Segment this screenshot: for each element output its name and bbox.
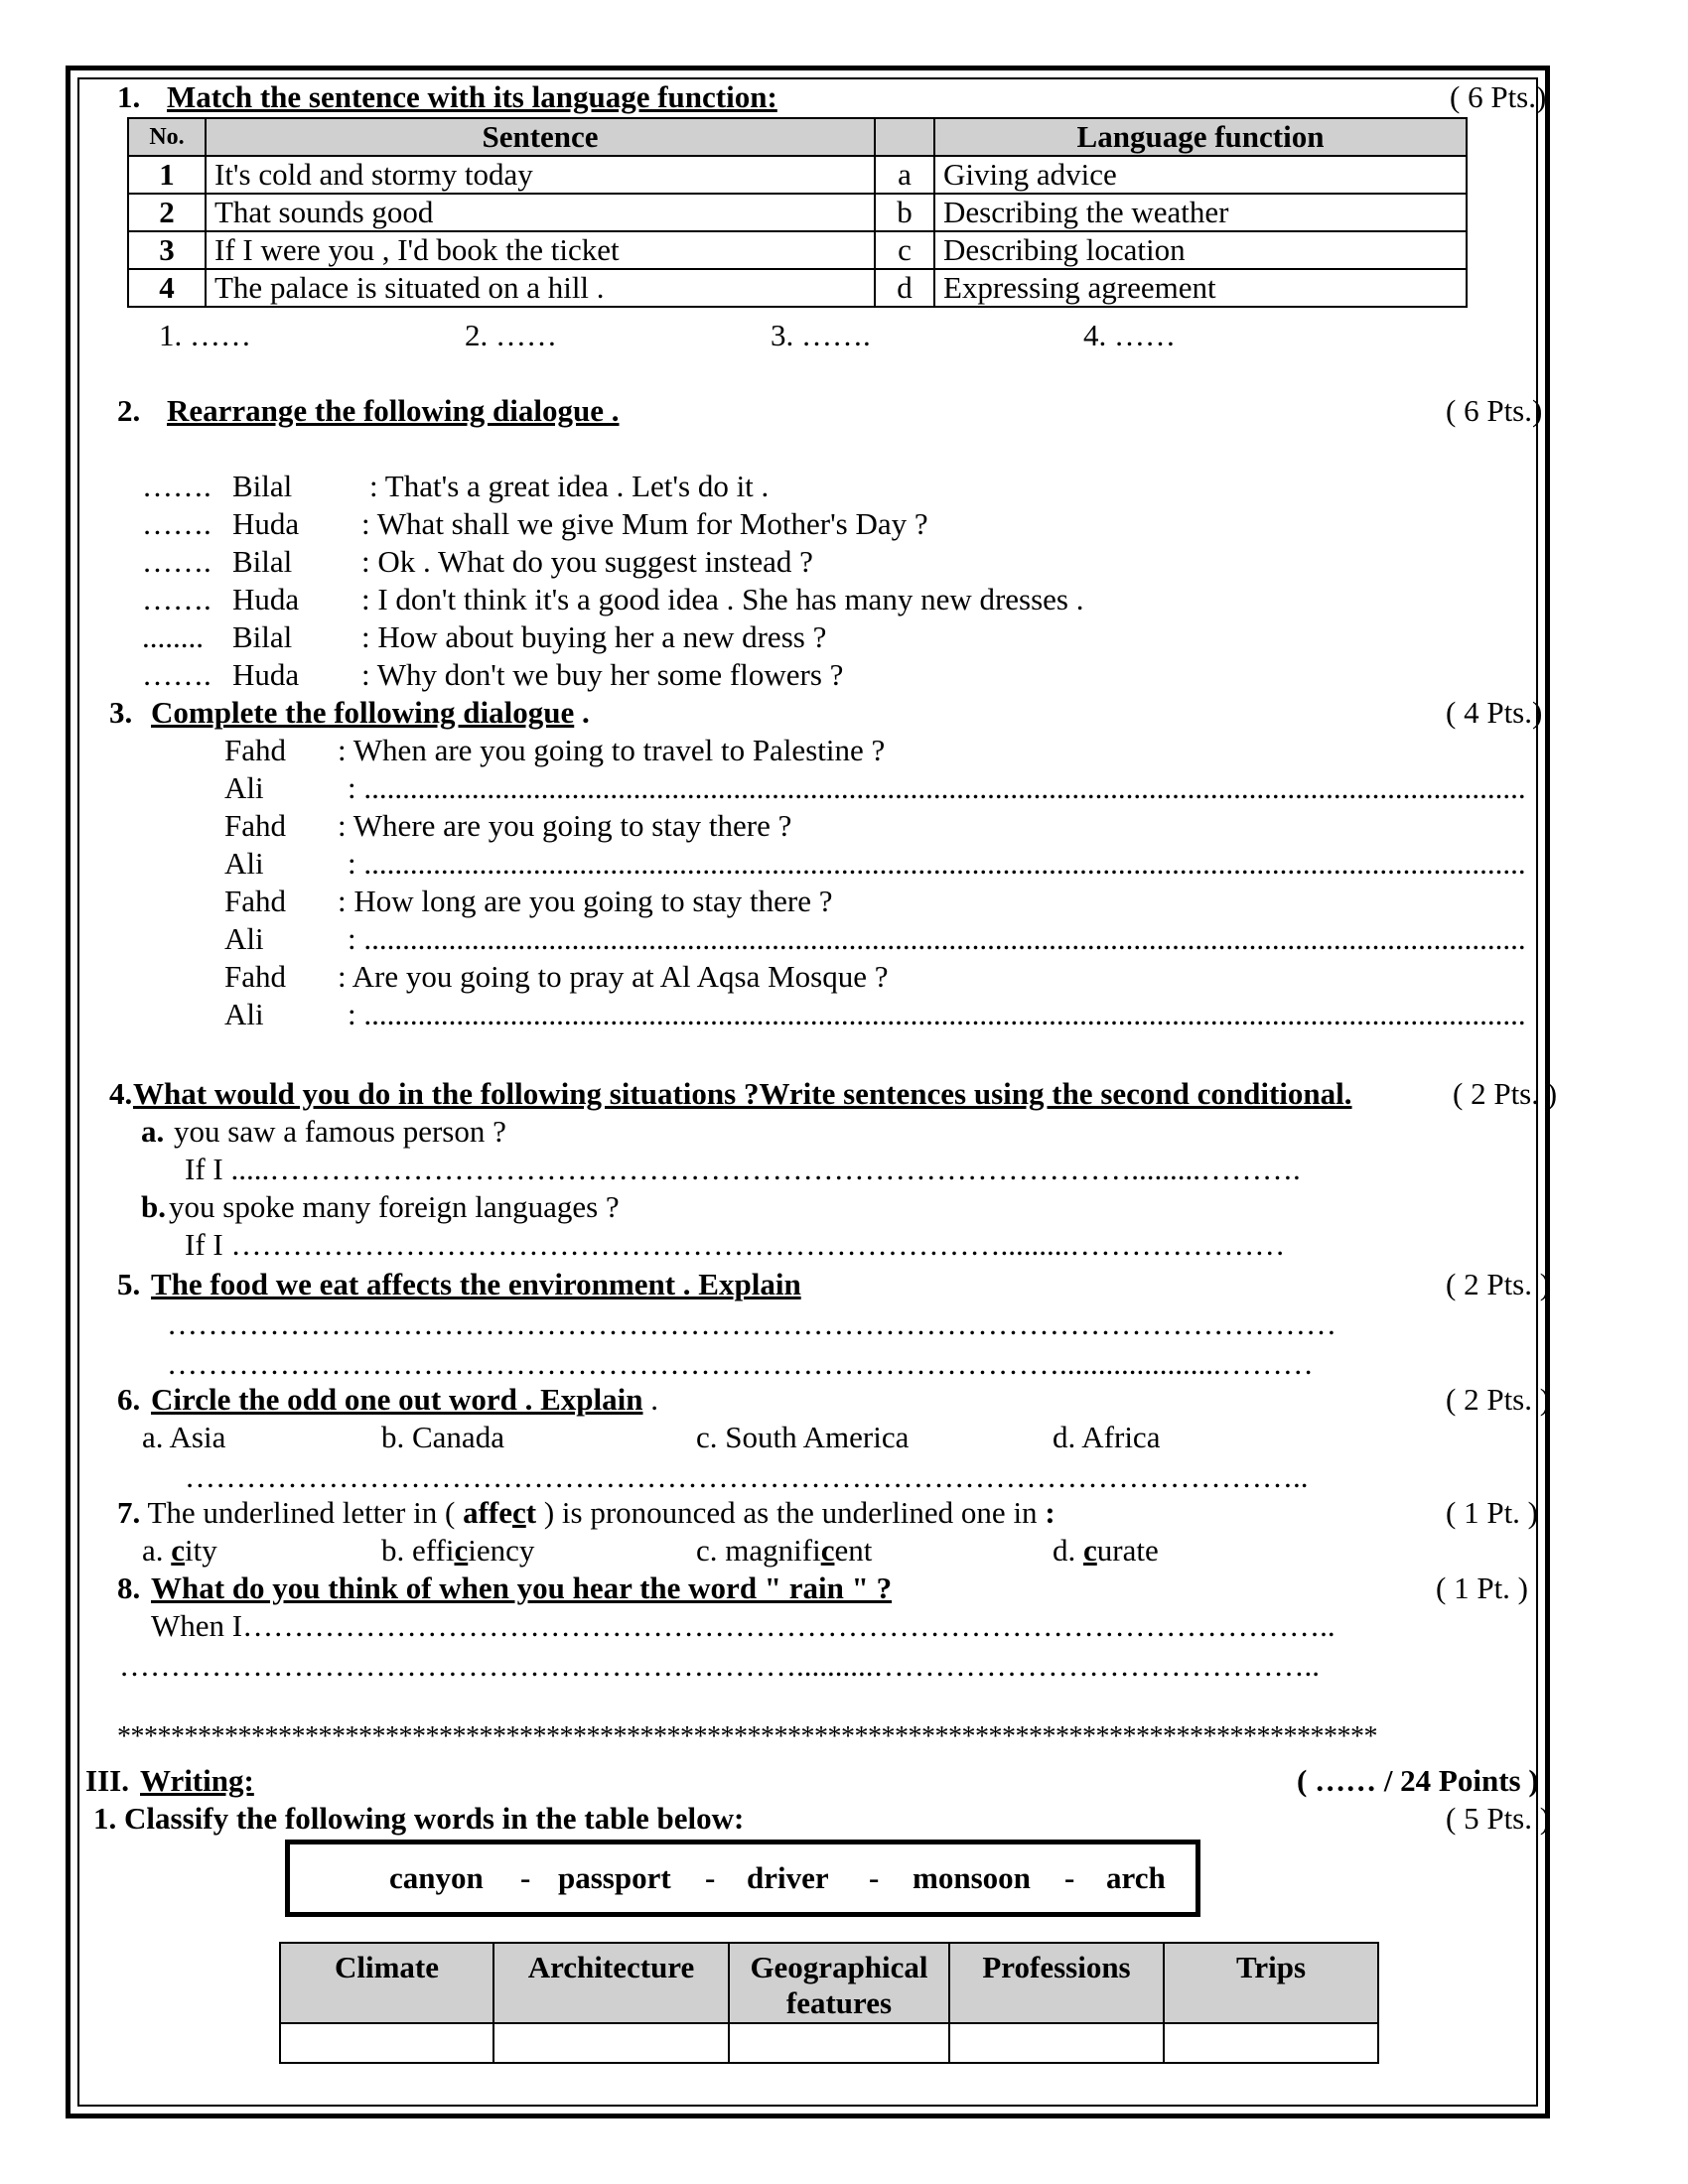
q7-option-b[interactable]: b. efficiency (381, 1533, 535, 1568)
q1-number: 1. (117, 79, 141, 114)
row-function: Describing the weather (934, 194, 1467, 231)
header-professions: Professions (949, 1943, 1164, 2023)
q5-answer-line-1[interactable]: …………………………………………………………………………………………………… (167, 1306, 1336, 1341)
word-bank-item: driver (747, 1860, 829, 1895)
answer-line[interactable]: : ....................................................................................................................................................... (348, 921, 1526, 956)
row-no: 2 (128, 194, 206, 231)
q4-b-answer[interactable]: If I ………………………………………………………………….........………………… (185, 1227, 1286, 1262)
q7-option-a[interactable]: a. city (142, 1533, 217, 1568)
dialogue-line: : What shall we give Mum for Mother's Day ? (361, 506, 928, 541)
classify-table (279, 1942, 1379, 2064)
q1-points: ( 6 Pts.) (1450, 79, 1547, 114)
q6-number: 6. (117, 1382, 141, 1417)
q2-number: 2. (117, 393, 141, 428)
q7-colon: : (1045, 1495, 1055, 1530)
row-sentence: That sounds good (206, 194, 875, 231)
q7-number: 7. (117, 1495, 141, 1530)
word-bank-sep: - (520, 1860, 531, 1895)
order-blank[interactable]: ........ (142, 619, 204, 654)
word-bank-item: arch (1106, 1860, 1166, 1895)
q1-title: Match the sentence with its language function: (167, 79, 777, 114)
answer-line[interactable]: : ....................................................................................................................................................... (348, 846, 1526, 881)
row-sentence: If I were you , I'd book the ticket (206, 231, 875, 269)
dialogue-line: : Where are you going to stay there ? (338, 808, 792, 843)
table-row (128, 231, 1467, 269)
section-points: ( …… / 24 Points ) (1297, 1763, 1539, 1798)
classify-header (280, 1943, 1378, 2023)
q8-answer-line-2[interactable]: …………………………………………………………..........…………………………………….. (119, 1648, 1320, 1683)
q6-option-c[interactable]: c. South America (696, 1420, 910, 1454)
speaker: Ali (224, 846, 264, 881)
speaker: Fahd (224, 733, 286, 767)
q3-title-after: . (574, 695, 590, 730)
q4-title: What would you do in the following situations ?Write sentences using the second conditional. (133, 1076, 1352, 1111)
order-blank[interactable]: ……. (142, 506, 211, 541)
answer-blank-1[interactable]: 1. …… (159, 318, 251, 352)
word-bank-item: canyon (389, 1860, 484, 1895)
order-blank[interactable]: ……. (142, 582, 211, 616)
dialogue-line: : How about buying her a new dress ? (361, 619, 827, 654)
answer-blank-3[interactable]: 3. ……. (771, 318, 871, 352)
word-bank-item: monsoon (913, 1860, 1031, 1895)
q7-word-underlined-letter: c (511, 1495, 526, 1530)
answer-blank-4[interactable]: 4. …… (1083, 318, 1176, 352)
q7-word-post: t (525, 1495, 537, 1530)
q5-answer-line-2[interactable]: …………………………………………………………………………….....................……… (167, 1346, 1314, 1381)
dialogue-line: : When are you going to travel to Palestine ? (338, 733, 886, 767)
speaker: Huda (232, 657, 300, 692)
match-table (127, 117, 1468, 308)
answer-cell-professions[interactable] (949, 2023, 1164, 2063)
q3-number: 3. (109, 695, 133, 730)
row-sentence: It's cold and stormy today (206, 156, 875, 194)
q8-title: What do you think of when you hear the word " rain " ? (151, 1570, 893, 1605)
dialogue-line: : How long are you going to stay there ? (338, 884, 833, 918)
row-function: Describing location (934, 231, 1467, 269)
answer-cell-climate[interactable] (280, 2023, 493, 2063)
answer-cell-architecture[interactable] (493, 2023, 729, 2063)
speaker: Huda (232, 582, 300, 616)
dialogue-line: : I don't think it's a good idea . She has many new dresses . (361, 582, 1084, 616)
q6-title-wrap (151, 1382, 658, 1418)
section-numeral: III. (85, 1763, 129, 1798)
q4-number: 4. (109, 1076, 133, 1111)
order-blank[interactable]: ……. (142, 469, 211, 503)
speaker: Bilal (232, 469, 293, 503)
row-no: 4 (128, 269, 206, 307)
q3-title: Complete the following dialogue (151, 695, 575, 730)
word-bank-sep: - (705, 1860, 716, 1895)
header-geographical-features: Geographical features (729, 1943, 949, 2023)
q4-points: ( 2 Pts. ) (1453, 1076, 1558, 1111)
header-climate: Climate (280, 1943, 493, 2023)
dialogue-line: : Ok . What do you suggest instead ? (361, 544, 813, 579)
q6-points: ( 2 Pts. ) (1446, 1382, 1551, 1417)
header-letter (875, 118, 934, 156)
q5-number: 5. (117, 1267, 141, 1301)
q6-option-d[interactable]: d. Africa (1053, 1420, 1161, 1454)
q6-option-a[interactable]: a. Asia (142, 1420, 226, 1454)
q4-a-label: a. (141, 1114, 165, 1149)
q3-title-wrap (151, 695, 590, 731)
speaker: Huda (232, 506, 300, 541)
row-sentence: The palace is situated on a hill . (206, 269, 875, 307)
q4-a-text: you saw a famous person ? (174, 1114, 506, 1149)
q8-number: 8. (117, 1570, 141, 1605)
word-bank-sep: - (1064, 1860, 1075, 1895)
speaker: Bilal (232, 544, 293, 579)
order-blank[interactable]: ……. (142, 544, 211, 579)
row-letter: a (875, 156, 934, 194)
row-function: Giving advice (934, 156, 1467, 194)
table-row (128, 269, 1467, 307)
speaker: Ali (224, 770, 264, 805)
q5-title: The food we eat affects the environment . Explain (151, 1267, 801, 1301)
classify-answer-row (280, 2023, 1378, 2063)
q7-word-pre: affe (463, 1495, 512, 1530)
word-bank (285, 1840, 1200, 1917)
header-sentence: Sentence (206, 118, 875, 156)
header-trips: Trips (1164, 1943, 1378, 2023)
q7-text-after: ) is pronounced as the underlined one in (536, 1495, 1046, 1530)
q2-points: ( 6 Pts.) (1446, 393, 1543, 428)
w1-title: 1. Classify the following words in the table below: (93, 1801, 745, 1836)
answer-cell-trips[interactable] (1164, 2023, 1378, 2063)
q7-question (117, 1495, 1055, 1531)
speaker: Ali (224, 921, 264, 956)
q4-b-label: b. (141, 1189, 166, 1224)
row-no: 3 (128, 231, 206, 269)
row-no: 1 (128, 156, 206, 194)
q6-option-b[interactable]: b. Canada (381, 1420, 504, 1454)
q7-text-before: The underlined letter in ( (140, 1495, 464, 1530)
q6-title: Circle the odd one out word . Explain (151, 1382, 643, 1417)
q6-title-after: . (642, 1382, 658, 1417)
separator-stars: ********************************************************************************************** (117, 1721, 1377, 1752)
table-row (128, 194, 1467, 231)
header-architecture: Architecture (493, 1943, 729, 2023)
speaker: Fahd (224, 959, 286, 994)
q7-option-c[interactable]: c. magnificent (696, 1533, 873, 1568)
answer-cell-geographical-features[interactable] (729, 2023, 949, 2063)
word-bank-item: passport (558, 1860, 671, 1895)
match-table-header (128, 118, 1467, 156)
order-blank[interactable]: ……. (142, 657, 211, 692)
q2-title: Rearrange the following dialogue . (167, 393, 620, 428)
q8-points: ( 1 Pt. ) (1436, 1570, 1528, 1605)
q6-answer-line[interactable]: ……………………………………………………………………………………………….. (185, 1459, 1309, 1494)
header-no: No. (128, 118, 206, 156)
section-title: Writing: (140, 1763, 254, 1798)
q5-points: ( 2 Pts. ) (1446, 1267, 1551, 1301)
table-row (128, 156, 1467, 194)
dialogue-line: : That's a great idea . Let's do it . (369, 469, 770, 503)
w1-points: ( 5 Pts. ) (1446, 1801, 1551, 1836)
row-letter: d (875, 269, 934, 307)
q7-option-d[interactable]: d. curate (1053, 1533, 1159, 1568)
answer-line[interactable]: : ....................................................................................................................................................... (348, 997, 1526, 1031)
row-function: Expressing agreement (934, 269, 1467, 307)
answer-line[interactable]: : ....................................................................................................................................................... (348, 770, 1526, 805)
speaker: Ali (224, 997, 264, 1031)
speaker: Fahd (224, 808, 286, 843)
speaker: Fahd (224, 884, 286, 918)
q7-points: ( 1 Pt. ) (1446, 1495, 1538, 1530)
speaker: Bilal (232, 619, 293, 654)
q3-points: ( 4 Pts.) (1446, 695, 1543, 730)
dialogue-line: : Are you going to pray at Al Aqsa Mosque ? (338, 959, 889, 994)
dialogue-line: : Why don't we buy her some flowers ? (361, 657, 844, 692)
q4-a-answer[interactable]: If I .....………………………………………………………………………….........………. (185, 1152, 1301, 1186)
q8-answer-line-1[interactable]: When I…………………………………………………………………………………………….. (151, 1608, 1336, 1643)
word-bank-sep: - (869, 1860, 880, 1895)
row-letter: b (875, 194, 934, 231)
q4-b-text: you spoke many foreign languages ? (169, 1189, 620, 1224)
row-letter: c (875, 231, 934, 269)
header-function: Language function (934, 118, 1467, 156)
answer-blank-2[interactable]: 2. …… (465, 318, 557, 352)
